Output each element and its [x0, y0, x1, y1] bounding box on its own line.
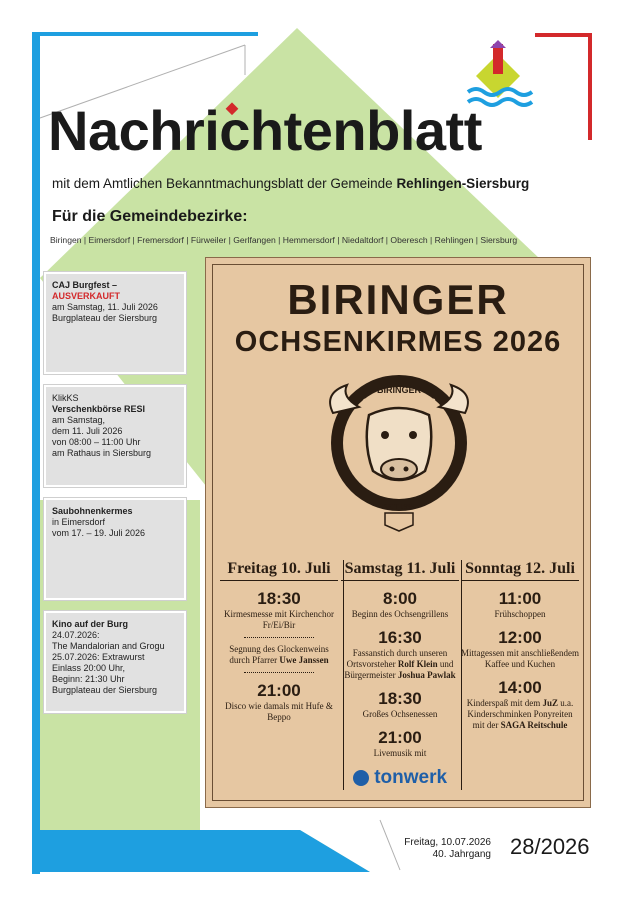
event-time: 16:30	[378, 628, 422, 647]
box-line: KlikKS	[52, 393, 79, 403]
box-title: Saubohnenkermes	[52, 506, 133, 516]
sidebar-box-burgfest	[44, 272, 186, 374]
box-line: in Eimersdorf	[52, 517, 106, 527]
sold-out-label: AUSVERKAUFT	[52, 291, 121, 301]
schedule-friday	[220, 560, 338, 723]
event-time: 21:00	[257, 681, 301, 700]
box-line: Burgplateau der Siersburg	[52, 685, 158, 695]
sidebar-box-verschenkboerse	[44, 385, 186, 487]
event-desc: Großes Ochsenessen	[362, 709, 438, 719]
subtitle-town: Rehlingen-Siersburg	[396, 176, 530, 191]
box-line: Beginn: 21:30 Uhr	[52, 674, 125, 684]
event-desc: Mittagessen mit anschließendem Kaffee und Kuchen	[461, 648, 579, 669]
box-line: am Samstag, 11. Juli 2026	[52, 302, 158, 312]
subtitle-prefix: mit dem Amtlichen Bekanntmachungsblatt der Gemeinde	[52, 176, 397, 191]
event-desc: Livemusik mit	[373, 748, 427, 758]
event-desc	[220, 644, 338, 666]
event-desc: Kirmesmesse mit Kirchenchor Fr/Ei/Bir	[224, 609, 334, 630]
event-desc: Disco wie damals mit Hufe & Beppo	[225, 701, 333, 722]
event-time: 18:30	[257, 589, 301, 608]
day-heading: Samstag 11. Juli	[341, 560, 459, 581]
box-line: Einlass 20:00 Uhr,	[52, 663, 126, 673]
event-time: 11:00	[498, 589, 542, 608]
box-title: Verschenkbörse RESI	[52, 404, 146, 414]
issue-number: 28/2026	[510, 834, 590, 859]
box-line: 25.07.2026: Extrawurst	[52, 652, 145, 662]
badge-since-text: SEIT 1995	[383, 503, 415, 511]
box-line: am Rathaus in Siersburg	[52, 448, 152, 458]
event-desc-text: Segnung des Glockenweins durch Pfarrer	[229, 644, 329, 665]
event-desc-name: Joshua Pawlak	[397, 670, 456, 680]
districts-heading: Für die Gemeindebezirke:	[52, 208, 248, 225]
box-line: am Samstag,	[52, 415, 106, 425]
day-heading: Sonntag 12. Juli	[461, 560, 579, 581]
box-title: Kino auf der Burg	[52, 619, 128, 629]
tonwerk-logo-text: tonwerk	[374, 767, 448, 788]
box-title: CAJ Burgfest –	[52, 280, 118, 290]
box-line: The Mandalorian and Grogu	[52, 641, 165, 651]
box-line: von 08:00 – 11:00 Uhr	[52, 437, 141, 447]
sidebar-box-saubohnenkermes	[44, 498, 186, 600]
poster-subtitle: OCHSENKIRMES 2026	[234, 326, 562, 358]
event-time: 21:00	[378, 728, 422, 747]
tonwerk-logo-icon	[341, 767, 459, 789]
event-poster	[205, 257, 591, 808]
event-desc: Beginn des Ochsengrillens	[351, 609, 449, 619]
sidebar-box-kino	[44, 611, 186, 713]
ox-head-icon	[319, 363, 479, 533]
event-desc-text: Kinderspaß mit dem	[466, 698, 543, 708]
event-desc	[341, 648, 459, 681]
box-line: 24.07.2026:	[52, 630, 100, 640]
day-heading: Freitag 10. Juli	[220, 560, 338, 581]
event-desc-name: SAGA Reitschule	[500, 720, 568, 730]
event-time: 18:30	[378, 689, 422, 708]
event-time: 14:00	[498, 678, 542, 697]
event-desc-text: Fassanstich durch unseren Ortsvorsteher	[346, 648, 448, 669]
schedule-sunday	[461, 560, 579, 731]
event-desc-text: und Bürgermeister	[344, 659, 454, 680]
event-desc-text: u.a. Kinderschminken Ponyreiten mit der	[467, 698, 574, 730]
box-line: vom 17. – 19. Juli 2026	[52, 528, 146, 538]
badge-top-text: BIRINGER	[376, 385, 422, 395]
issue-volume: 40. Jahrgang	[432, 849, 491, 860]
poster-title: BIRINGER	[287, 276, 509, 323]
event-desc	[461, 698, 579, 731]
schedule-saturday	[341, 560, 459, 789]
districts-list: Biringen | Eimersdorf | Fremersdorf | Fürweiler | Gerlfangen | Hemmersdorf | Niedaltdorf | Oberesch | Rehlingen | Siersburg	[50, 235, 518, 245]
masthead-title: Nachrichtenblatt	[48, 99, 482, 162]
box-line: Burgplateau der Siersburg	[52, 313, 158, 323]
box-line: dem 11. Juli 2026	[52, 426, 123, 436]
event-time: 12:00	[498, 628, 542, 647]
badge-mid-text: OCHSENKIRMES	[362, 397, 436, 407]
event-desc-name: JuZ	[542, 698, 558, 708]
event-desc: Frühschoppen	[494, 609, 546, 619]
masthead-subtitle	[52, 176, 529, 191]
issue-date	[398, 837, 491, 861]
event-time: 8:00	[382, 589, 418, 608]
event-desc-name: Uwe Janssen	[279, 655, 329, 665]
issue-date-text: Freitag, 10.07.2026	[404, 837, 491, 848]
event-desc-name: Rolf Klein	[397, 659, 438, 669]
